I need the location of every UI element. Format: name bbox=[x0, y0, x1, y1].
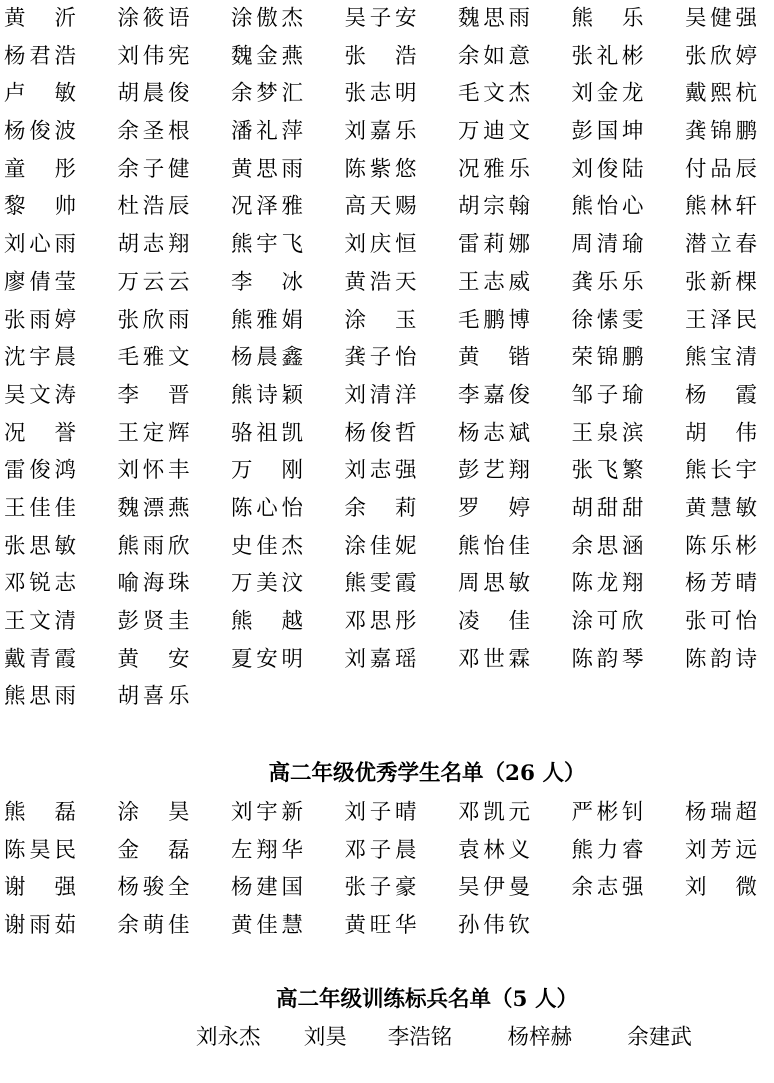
student-name: 雷莉娜 bbox=[458, 232, 530, 258]
student-name: 黄思雨 bbox=[231, 156, 303, 182]
student-name: 熊雅娟 bbox=[231, 307, 303, 333]
student-name: 高天赐 bbox=[344, 194, 417, 220]
student-name: 黄旺华 bbox=[344, 913, 417, 939]
student-name: 余如意 bbox=[458, 43, 530, 69]
student-name: 沈宇晨 bbox=[4, 345, 76, 371]
student-name: 荣锦鹏 bbox=[571, 345, 644, 371]
student-name: 张浩 bbox=[344, 43, 417, 69]
student-name: 熊乐 bbox=[571, 6, 644, 31]
student-name: 付品辰 bbox=[685, 156, 757, 182]
student-name: 万刚 bbox=[231, 458, 303, 484]
student-name: 魏思雨 bbox=[458, 6, 530, 31]
student-name: 万云云 bbox=[117, 269, 190, 295]
student-name: 余子健 bbox=[117, 156, 190, 182]
student-name: 余思涵 bbox=[571, 533, 644, 559]
student-name: 龚锦鹏 bbox=[685, 119, 757, 145]
student-name: 刘子晴 bbox=[344, 800, 417, 825]
student-name: 胡甜甜 bbox=[571, 495, 644, 521]
student-name: 熊诗颖 bbox=[231, 382, 303, 408]
student-name: 刘怀丰 bbox=[117, 458, 190, 484]
student-name: 刘清洋 bbox=[344, 382, 417, 408]
student-name: 胡伟 bbox=[685, 420, 757, 446]
student-name: 张新棵 bbox=[685, 269, 757, 295]
student-name: 熊雨欣 bbox=[117, 533, 190, 559]
student-name: 熊雯霞 bbox=[344, 571, 417, 597]
student-name: 杨霞 bbox=[685, 382, 757, 408]
student-name: 况雅乐 bbox=[458, 156, 530, 182]
student-name: 陈紫悠 bbox=[344, 156, 417, 182]
student-name: 熊宇飞 bbox=[231, 232, 303, 258]
excellent-students-list bbox=[4, 794, 772, 945]
student-name: 刘宇新 bbox=[231, 800, 303, 825]
student-name: 熊宝清 bbox=[685, 345, 757, 371]
student-name: 熊长宇 bbox=[685, 458, 757, 484]
student-name: 邹子瑜 bbox=[571, 382, 644, 408]
student-name: 张可怡 bbox=[685, 609, 757, 634]
student-name: 袁林义 bbox=[458, 837, 530, 863]
student-name: 余莉 bbox=[344, 495, 417, 521]
student-name: 邓子晨 bbox=[344, 837, 417, 863]
marksman-name: 余建武 bbox=[627, 1025, 692, 1050]
student-name: 万迪文 bbox=[458, 119, 530, 145]
student-name: 孙伟钦 bbox=[458, 913, 530, 939]
student-name: 熊林轩 bbox=[685, 194, 757, 220]
student-name: 涂玉 bbox=[344, 307, 417, 333]
student-name: 谢强 bbox=[4, 875, 76, 901]
student-name: 黄慧敏 bbox=[685, 495, 757, 521]
student-name: 刘庆恒 bbox=[344, 232, 417, 258]
student-name: 雷俊鸿 bbox=[4, 458, 76, 484]
student-name: 刘伟宪 bbox=[117, 43, 190, 69]
student-name: 杨君浩 bbox=[4, 43, 76, 69]
student-name: 严彬钊 bbox=[571, 800, 644, 825]
student-name: 黄佳慧 bbox=[231, 913, 303, 939]
student-name: 彭艺翔 bbox=[458, 458, 530, 484]
student-name: 熊磊 bbox=[4, 800, 76, 825]
student-name: 毛雅文 bbox=[117, 345, 190, 371]
student-name: 陈龙翔 bbox=[571, 571, 644, 597]
student-name: 左翔华 bbox=[231, 837, 303, 863]
student-name: 黄沂 bbox=[4, 6, 76, 31]
excellent-students-title: 高二年级优秀学生名单（26 人） bbox=[268, 761, 586, 786]
marksman-name: 刘永杰 bbox=[196, 1025, 261, 1050]
student-name: 胡志翔 bbox=[117, 232, 190, 258]
student-name: 陈昊民 bbox=[4, 837, 76, 863]
student-name: 潜立春 bbox=[685, 232, 757, 258]
student-name: 杨志斌 bbox=[458, 420, 530, 446]
student-name: 张欣婷 bbox=[685, 43, 757, 69]
student-name: 涂筱语 bbox=[117, 6, 190, 31]
student-name: 彭贤圭 bbox=[117, 609, 190, 634]
student-name: 王志威 bbox=[458, 269, 530, 295]
student-name: 龚乐乐 bbox=[571, 269, 644, 295]
student-name: 杨俊波 bbox=[4, 119, 76, 145]
student-name: 毛文杰 bbox=[458, 81, 530, 107]
student-name: 万美汶 bbox=[231, 571, 303, 597]
marksman-name: 刘昊 bbox=[303, 1025, 347, 1050]
student-name: 熊力睿 bbox=[571, 837, 644, 863]
student-name: 邓凯元 bbox=[458, 800, 530, 825]
student-name: 李冰 bbox=[231, 269, 303, 295]
student-name: 金磊 bbox=[117, 837, 190, 863]
student-name: 彭国坤 bbox=[571, 119, 644, 145]
student-name: 魏金燕 bbox=[231, 43, 303, 69]
student-name: 张志明 bbox=[344, 81, 417, 107]
student-name: 吴伊曼 bbox=[458, 875, 530, 901]
student-name: 黄锴 bbox=[458, 345, 530, 371]
student-name: 熊怡佳 bbox=[458, 533, 530, 559]
student-name: 廖倩莹 bbox=[4, 269, 76, 295]
student-name: 胡喜乐 bbox=[117, 684, 190, 710]
student-name: 陈韵琴 bbox=[571, 646, 644, 672]
student-name: 涂佳妮 bbox=[344, 533, 417, 559]
student-name: 周清瑜 bbox=[571, 232, 644, 258]
student-name: 吴子安 bbox=[344, 6, 417, 31]
student-name: 黄安 bbox=[117, 646, 190, 672]
student-name: 王定辉 bbox=[117, 420, 190, 446]
student-name: 吴健强 bbox=[685, 6, 757, 31]
student-name: 刘心雨 bbox=[4, 232, 76, 258]
student-name: 杨瑞超 bbox=[685, 800, 757, 825]
student-name: 吴文涛 bbox=[4, 382, 76, 408]
student-name: 邓锐志 bbox=[4, 571, 76, 597]
student-name: 李嘉俊 bbox=[458, 382, 530, 408]
student-name: 熊怡心 bbox=[571, 194, 644, 220]
student-name: 史佳杰 bbox=[231, 533, 303, 559]
student-name: 龚子怡 bbox=[344, 345, 417, 371]
student-name: 邓世霖 bbox=[458, 646, 530, 672]
student-name: 陈韵诗 bbox=[685, 646, 757, 672]
student-name: 余萌佳 bbox=[117, 913, 190, 939]
student-name: 余志强 bbox=[571, 875, 644, 901]
student-name: 涂可欣 bbox=[571, 609, 644, 634]
student-name: 涂傲杰 bbox=[231, 6, 303, 31]
student-name: 杨芳晴 bbox=[685, 571, 757, 597]
student-name: 刘俊陆 bbox=[571, 156, 644, 182]
student-name: 杨建国 bbox=[231, 875, 303, 901]
student-name: 童彤 bbox=[4, 156, 76, 182]
student-name: 涂昊 bbox=[117, 800, 190, 825]
student-name: 熊越 bbox=[231, 609, 303, 634]
student-name: 杨俊哲 bbox=[344, 420, 417, 446]
student-name: 王泉滨 bbox=[571, 420, 644, 446]
student-name: 杨晨鑫 bbox=[231, 345, 303, 371]
student-name: 张子豪 bbox=[344, 875, 417, 901]
student-name: 徐愫雯 bbox=[571, 307, 644, 333]
student-name: 卢敏 bbox=[4, 81, 76, 107]
student-name: 刘嘉瑶 bbox=[344, 646, 417, 672]
student-name: 凌佳 bbox=[458, 609, 530, 634]
student-name: 况誉 bbox=[4, 420, 76, 446]
student-name: 杜浩辰 bbox=[117, 194, 190, 220]
student-name: 刘志强 bbox=[344, 458, 417, 484]
student-name: 胡宗翰 bbox=[458, 194, 530, 220]
student-name: 周思敏 bbox=[458, 571, 530, 597]
student-name: 张思敏 bbox=[4, 533, 76, 559]
student-name: 张欣雨 bbox=[117, 307, 190, 333]
student-name: 潘礼萍 bbox=[231, 119, 303, 145]
student-name: 戴熙杭 bbox=[685, 81, 757, 107]
student-name: 陈乐彬 bbox=[685, 533, 757, 559]
student-name: 罗婷 bbox=[458, 495, 530, 521]
marksman-name: 李浩铭 bbox=[387, 1025, 453, 1050]
student-name: 张雨婷 bbox=[4, 307, 76, 333]
student-name: 余圣根 bbox=[117, 119, 190, 145]
student-name: 夏安明 bbox=[231, 646, 303, 672]
student-name: 骆祖凯 bbox=[231, 420, 303, 446]
student-name: 李晋 bbox=[117, 382, 190, 408]
student-name: 王泽民 bbox=[685, 307, 757, 333]
student-name: 毛鹏博 bbox=[458, 307, 530, 333]
student-name: 张礼彬 bbox=[571, 43, 644, 69]
student-name: 谢雨茹 bbox=[4, 913, 76, 939]
student-name: 戴青霞 bbox=[4, 646, 76, 672]
student-name: 刘微 bbox=[685, 875, 757, 901]
training-marksman-title: 高二年级训练标兵名单（5 人） bbox=[276, 987, 578, 1012]
student-name: 黄浩天 bbox=[344, 269, 417, 295]
student-name: 陈心怡 bbox=[231, 495, 303, 521]
training-marksman-list bbox=[196, 1022, 692, 1054]
student-name: 黎帅 bbox=[4, 194, 76, 220]
student-name: 邓思彤 bbox=[344, 609, 417, 634]
student-name: 喻海珠 bbox=[117, 571, 190, 597]
marksman-name: 杨梓赫 bbox=[507, 1025, 573, 1050]
student-name: 熊思雨 bbox=[4, 684, 76, 710]
student-name: 刘嘉乐 bbox=[344, 119, 417, 145]
student-name: 余梦汇 bbox=[231, 81, 303, 107]
student-name: 魏漂燕 bbox=[117, 495, 190, 521]
student-name: 况泽雅 bbox=[231, 194, 303, 220]
student-name: 张飞繁 bbox=[571, 458, 644, 484]
student-name: 杨骏全 bbox=[117, 875, 190, 901]
student-name: 王文清 bbox=[4, 609, 76, 634]
student-name: 刘金龙 bbox=[571, 81, 644, 107]
student-name: 胡晨俊 bbox=[117, 81, 190, 107]
main-name-list bbox=[4, 0, 772, 716]
student-name: 刘芳远 bbox=[685, 837, 757, 863]
student-name: 王佳佳 bbox=[4, 495, 76, 521]
